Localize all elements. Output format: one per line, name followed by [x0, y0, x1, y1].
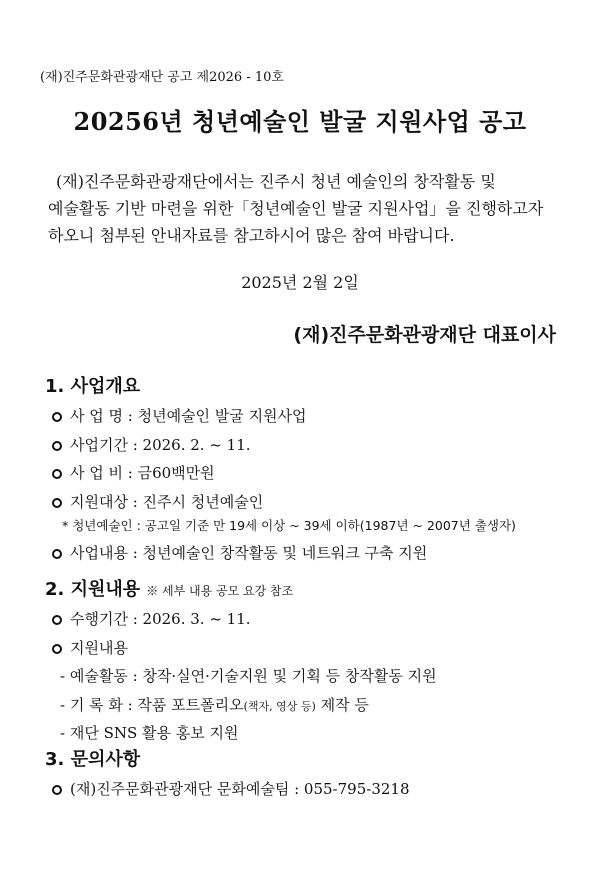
circle-bullet-icon	[52, 412, 62, 422]
notice-number: (재)진주문화관광재단 공고 제2026 - 10호	[40, 70, 284, 85]
eligibility-note: * 청년예술인 : 공고일 기준 만 19세 이상 ~ 39세 이하(1987년 ~ 2007년 출생자)	[62, 518, 516, 533]
circle-bullet-icon	[52, 469, 62, 479]
list-item: 수행기간 : 2026. 3. ~ 11.	[52, 608, 251, 629]
circle-bullet-icon	[52, 644, 62, 654]
intro-paragraph	[48, 168, 558, 249]
detail-item: - 예술활동 : 창작·실연·기술지원 및 기획 등 창작활동 지원	[60, 667, 437, 685]
section-1-heading: 1. 사업개요	[45, 376, 141, 397]
intro-line-1: (재)진주문화관광재단에서는 진주시 청년 예술인의 창작활동 및	[56, 172, 496, 191]
list-item: 사 업 비 : 금60백만원	[52, 462, 215, 483]
circle-bullet-icon	[52, 498, 62, 508]
notice-date: 2025년 2월 2일	[241, 273, 359, 292]
list-item: 사업내용 : 청년예술인 창작활동 및 네트워크 구축 지원	[52, 542, 427, 563]
circle-bullet-icon	[52, 549, 62, 559]
signer: (재)진주문화관광재단 대표이사	[293, 324, 556, 346]
notice-title: 20256년 청년예술인 발굴 지원사업 공고	[73, 107, 527, 136]
list-item: 사업기간 : 2026. 2. ~ 11.	[52, 434, 251, 455]
circle-bullet-icon	[52, 615, 62, 625]
list-item: 사 업 명 : 청년예술인 발굴 지원사업	[52, 405, 307, 426]
section-2-heading: 2. 지원내용 ※ 세부 내용 공모 요강 참조	[45, 579, 294, 600]
intro-line-3: 하오니 첨부된 안내자료를 참고하시어 많은 참여 바랍니다.	[48, 226, 455, 245]
detail-item: - 기 록 화 : 작품 포트폴리오(책자, 영상 등) 제작 등	[60, 696, 369, 714]
list-item: 지원내용	[52, 637, 128, 658]
section-2-note: ※ 세부 내용 공모 요강 참조	[146, 584, 294, 598]
circle-bullet-icon	[52, 785, 62, 795]
circle-bullet-icon	[52, 441, 62, 451]
detail-item: - 재단 SNS 활용 홍보 지원	[60, 724, 239, 742]
intro-line-2: 예술활동 기반 마련을 위한「청년예술인 발굴 지원사업」을 진행하고자	[48, 199, 544, 218]
list-item: 지원대상 : 진주시 청년예술인	[52, 491, 263, 512]
section-3-heading: 3. 문의사항	[45, 749, 141, 770]
contact-item: (재)진주문화관광재단 문화예술팀 : 055-795-3218	[52, 778, 410, 799]
